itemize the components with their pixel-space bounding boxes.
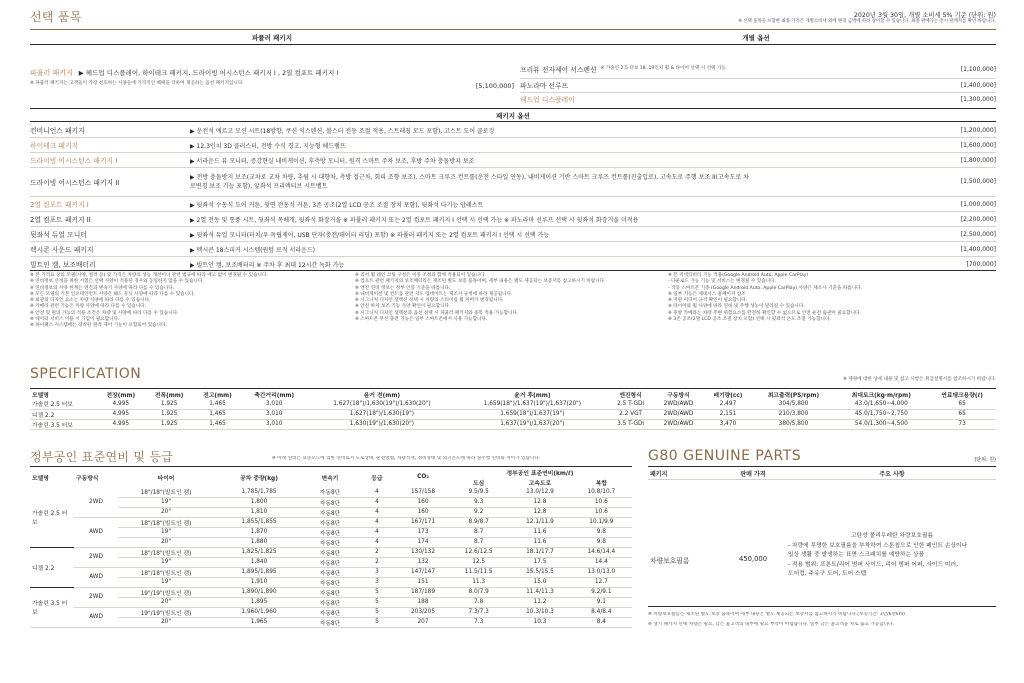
parts-title: G80 GENUINE PARTS bbox=[648, 448, 802, 464]
individual-item-name: 파노라마 선루프 bbox=[520, 82, 569, 90]
package-name: 2열 컴포트 패키지 I bbox=[30, 201, 89, 209]
header-sub-note: ※ 선택 품목을 포함한 최종 가격은 개별소비세 외에 변경 금액에 따라 상이할 수 있습니다. 최종 판매가는 전시 관계자를 확인 바랍니다. bbox=[738, 19, 996, 24]
spec-header-row: 모델명 전장(mm) 전폭(mm) 전고(mm) 축간거리(mm) 윤거 전(mm) 윤거 후(mm) 엔진형식 구동방식 배기량(cc) 최고출력(PS/rpm) 최대토크(kg·m/rpm) 연료탱크용량(ℓ) bbox=[32, 392, 983, 399]
fuel-row: 20" 1,880 자동8단 4 174 8.7 11.6 9.8 bbox=[30, 537, 632, 547]
fuel-subheader-row: 도심 고속도로 복합 bbox=[473, 480, 607, 487]
package-name: 드라이빙 어시스턴스 패키지 I bbox=[30, 157, 118, 165]
package-desc: ▶ 렉시콘 18스피커 시스템(퀀텀 로직 서라운드) bbox=[190, 246, 315, 254]
package-name: 빌트인 캠, 보조배터리 bbox=[30, 261, 96, 269]
packages-list bbox=[30, 122, 996, 270]
date-note: 2020년 3월 30일, 개별 소비세 5% 기준 (단위: 원) bbox=[853, 12, 996, 19]
package-name: 2열 컴포트 패키지 II bbox=[30, 216, 91, 224]
fuel-row: AWD 19"/19"(빌트인 캠) 1,960/1,960 자동8단 5 203/205 7.3/7.3 10.3/10.3 8.4/8.4 bbox=[30, 607, 632, 617]
individual-item-price: [1,400,000] bbox=[960, 81, 996, 89]
package-row bbox=[30, 212, 996, 226]
fuel-row: 19" 1,870 자동8단 4 173 8.7 11.6 9.8 bbox=[30, 527, 632, 537]
package-name: 하이테크 패키지 bbox=[30, 142, 79, 150]
package-price: [2,200,000] bbox=[960, 215, 996, 223]
parts-header-row: 패키지 판매 가격 주요 사항 bbox=[650, 470, 905, 478]
row-divider bbox=[30, 167, 996, 168]
package-desc: ▶ 서라운드 뷰 모니터, 증강현실 내비게이션, 후측방 모니터, 원격 스마트 주차 보조, 후방 주차 충돌방지 보조 bbox=[190, 157, 475, 165]
fuel-note: ※ 아래 연비는 표준모드에 의한 연비로서 도로상태, 운전방법, 차량적재, 정비상태 및 외기온도에 따라 실주행 연비와 차이가 있습니다. bbox=[272, 456, 541, 461]
individual-section-label: 개별 옵션 bbox=[742, 34, 770, 42]
parts-detail: 고탄성 폴리우레탄 차량보호필름 - 차량에 투명한 보호필름을 부착하여 스톤칩으로 인한 페인트 손상이나 일상 생활 중 발생하는 표면 스크래치를 예방하는 상품 - 적용 범위: 프론트/리어 범퍼 사이드, 리어 범퍼 어퍼, 사이드 미러, 도어컵, 주유구 도어, 도어 스텝 bbox=[788, 533, 968, 577]
individual-item bbox=[520, 62, 996, 76]
fuel-row: 가솔린 2.5 터보 2WD 18"/18"(빌트인 캠) 1,785/1,785 자동8단 4 157/158 9.5/9.5 13.0/12.9 10.8/10.7 bbox=[30, 487, 632, 497]
fuel-row: 가솔린 3.5 터보 2WD 19"/19"(빌트인 캠) 1,890/1,890 자동8단 5 187/189 8.0/7.9 11.4/11.3 9.2/9.1 bbox=[30, 587, 632, 597]
package-price: [700,000] bbox=[966, 260, 996, 268]
package-row bbox=[30, 153, 996, 167]
individual-item-name: 프리뷰 전자제어 서스펜션 bbox=[520, 66, 597, 74]
fuel-row: AWD 18"/18"(빌트인 캠) 1,855/1,855 자동8단 4 167/171 8.9/8.7 12.1/11.9 10.1/9.9 bbox=[30, 517, 632, 527]
package-name: 렉시콘 사운드 패키지 bbox=[30, 246, 94, 254]
flagship-name: 파퓰러 패키지 bbox=[30, 69, 73, 77]
fuel-title: 정부공인 표준연비 및 등급 bbox=[30, 450, 174, 464]
fuel-row: 디젤 2.2 2WD 18"/18"(빌트인 캠) 1,825/1,825 자동8단 2 130/132 12.6/12.5 18.1/17.7 14.6/14.4 bbox=[30, 547, 632, 557]
fuel-table bbox=[30, 467, 632, 628]
package-name: 드라이빙 어시스턴스 패키지 II bbox=[30, 179, 120, 187]
package-row bbox=[30, 123, 996, 137]
page-title: 선택 품목 bbox=[30, 10, 82, 24]
section-divider bbox=[30, 44, 996, 45]
individual-item bbox=[520, 92, 996, 106]
fuel-row: 19" 1,840 자동8단 2 132 12.5 17.5 14.4 bbox=[30, 557, 632, 567]
package-price: [1,200,000] bbox=[960, 126, 996, 134]
package-desc: ▶ 전방 충돌방지 보조(교차로 교차 차량, 추월 시 대향차, 측방 접근차, 회피 조향 보조), 스마트 크루즈 컨트롤(운전 스타일 연동), 내비게이션 기반 스마트 크루즈 컨트롤(진출입로), 고속도로 주행 보조 II(고속도로 차로변경 보조 기능 포함), 앞좌석 프리액티브 시트벨트 bbox=[190, 174, 749, 190]
spec-note: ※ 제원에 대한 상세 내용 및 참고 사항은 취급설명서를 참조하시기 바랍니다. bbox=[842, 377, 996, 382]
notes-col-2: ※ 리어 휠 레인 코팅 구성은 이중 조정과 함께 적용되어 있습니다. ※ 컴포트 관련 패키지의 보조배터리는 제조된 별도 보증 품목이며, 세부 내용은 별도 제공되는 보증서를 참고하시기 바랍니다. ※ 엔진 연비 정보는 정부 인증 기준을 따릅니다. ※ 내비게이션 및 컨트롤 관련 지도 업데이트는 제조사 규정에 따라 제공됩니다. ※ 시그니처 디자인 셀렉션 선택 시 차량의 스티어링 휠 커버가 변경됩니다. ※ 안전 하차 보조 기능 사양 확인이 필요합니다. ※ 시그니처 디자인 셀렉션과 옵션 선택 시 파퓰러 패키지와 중복 적용 가능합니다. ※ 스마트폰 무선 충전 기능은 일부 스마트폰에서 사용 가능합니다. bbox=[355, 273, 606, 323]
package-desc: ▶ 12.3인치 3D 클러스터, 전방 수식 경고, 지능형 헤드램프 bbox=[190, 142, 346, 150]
package-desc: ▶ 2열 전동 및 통풍 시트, 뒷좌석 목베개, 뒷좌석 화장거울 ※ 파퓰러 패키지 또는 2열 컴포트 패키지 I 선택 시 선택 가능 ※ 파노라마 선루프 선택 시 뒷좌석 화장거울 미적용 bbox=[190, 216, 639, 224]
package-price: [1,400,000] bbox=[960, 245, 996, 253]
fuel-header-row: 모델명 구동방식 타이어 공차 중량(kg) 변속기 등급 CO₂ 정부공인 표준연비(km/ℓ) bbox=[32, 470, 574, 482]
spec-row: 가솔린 3.5 터보 4,995 1,925 1,465 3,010 1,630(19")/1,630(20") 1,637(19")/1,637(20") 3.5 T-GDi 2WD/AWD 3,470 380/5,800 54.0/1,300~4,500 73 bbox=[30, 419, 996, 429]
spec-table bbox=[30, 389, 996, 430]
fuel-row: 20" 1,810 자동8단 4 160 9.2 12.8 10.6 bbox=[30, 507, 632, 517]
flagship-price: [5,100,000] bbox=[475, 82, 514, 90]
package-price: [1,000,000] bbox=[960, 200, 996, 208]
package-row bbox=[30, 257, 996, 271]
parts-unit: (단위: 원) bbox=[974, 457, 996, 463]
package-desc: ▶ 운전석 에르고 모션 시트(18방향, 쿠션 익스텐션, 볼스터 전동 조절 적용, 스트레칭 모드 포함), 고스트 도어 클로징 bbox=[190, 127, 495, 135]
package-row bbox=[30, 227, 996, 241]
package-desc: ▶ 빌트인 캠, 보조배터리 ※ 주차 후 최대 12시간 녹화 가능 bbox=[190, 261, 345, 269]
parts-notes: ※ 차량보호필름은 제조된 별도 보증 품목이며 세부 내용은 별도 제공되는 보증서를 참고하시기 바랍니다.(보증기간: 3년/6만km) ※ 생기 패키지 선택 차량은 필요, 남은 홈고객의 내부에 필요 부착이 어렵습니다. 일부 남은 홈고객을 차로 출고 가능합니다. bbox=[648, 612, 905, 628]
fuel-row: AWD 18"/18"(빌트인 캠) 1,895/1,895 자동8단 3 147/147 11.5/11.5 15.5/15.5 13.0/13.0 bbox=[30, 567, 632, 577]
individual-item-name: 헤드업 디스플레이 bbox=[520, 96, 575, 104]
package-price: [1,800,000] bbox=[960, 156, 996, 164]
package-price: [2,500,000] bbox=[960, 230, 996, 238]
individual-item bbox=[520, 78, 996, 92]
packages-section-label: 패키지 옵션 bbox=[496, 112, 530, 120]
notes-col-1: ※ 본 가격표 상의 모델(사양, 컬러 등) 및 가격은 차량의 성능 개선이나 관련 법규에 따라 예고 없이 변경될 수 있습니다. ※ 연비정보 산정을 위한 시험은 선택 사양이 적용된 경우와 동일하지 않을 수 있습니다. ※ 연비정보의 사양 한계는 엔진과 변속기 사양에 따라 다를 수 있습니다. ※ 모든 모델의 기본 인포테인먼트 사양은 헤드 유닛 사양에 따라 다를 수 있습니다. ※ 외관의 디자인 요소는 차량 사양에 따라 다를 수 있습니다. ※ 카메라 관련 기능은 차량 사양에 따라 다를 수 있습니다. ※ 안전 및 편의 기능의 적용 조건은 차량 및 사양에 따라 다를 수 있습니다. ※ 데이터 서비스 이용 시 가입이 필요합니다. ※ 하이패스 시스템에는 장착된 원격 제어 기능이 포함되어 있습니다. bbox=[30, 273, 268, 329]
flagship-note: ※ 파퓰러 패키지는 고객들이 가장 선호하는 사양들에 가격적인 혜택을 더하여 제공하는 옵션 패키지입니다. bbox=[30, 81, 244, 86]
package-desc: ▶ 뒷좌석 듀얼 모니터(터치/우 독립제어, USB 단자(충전/데이터 리딩) 포함) ※ 파퓰러 패키지 또는 2열 컴포트 패키지 I 선택 시 선택 가능 bbox=[190, 231, 550, 239]
parts-price: 450,000 bbox=[738, 555, 768, 563]
package-row bbox=[30, 138, 996, 152]
flagship-section-label: 파퓰러 패키지 bbox=[252, 34, 292, 42]
flagship-desc: ▶ 헤드업 디스플레이, 하이테크 패키지, 드라이빙 어시스턴스 패키지 I , 2열 컴포트 패키지 I bbox=[78, 69, 339, 77]
individual-item-price: [1,300,000] bbox=[960, 95, 996, 103]
flagship-block bbox=[30, 68, 514, 98]
header-divider bbox=[30, 29, 996, 30]
package-row bbox=[30, 197, 996, 211]
fuel-row: 19" 1,800 자동8단 4 160 9.3 12.8 10.6 bbox=[30, 497, 632, 507]
fuel-row: 20" 1,895 자동8단 5 188 7.8 11.2 9.1 bbox=[30, 597, 632, 607]
packages-bottom-divider bbox=[30, 270, 996, 271]
fuel-row: 20" 1,965 자동8단 5 207 7.3 10.3 8.4 bbox=[30, 617, 632, 627]
package-row bbox=[30, 169, 996, 195]
spec-title: SPECIFICATION bbox=[30, 366, 142, 382]
package-row bbox=[30, 242, 996, 256]
parts-name: 차량보호필름 bbox=[650, 557, 690, 565]
individual-item-price: [1,100,000] bbox=[960, 65, 996, 73]
packages-top-divider bbox=[30, 108, 996, 109]
spec-row: 가솔린 2.5 터보 4,995 1,925 1,465 3,010 1,627(18")/1,630(19")/1,630(20") 1,659(18")/1,637(19")/1,637(20") 2.5 T-GDi 2WD/AWD 2,497 304/5,800 43.0/1,650~4,000 65 bbox=[30, 399, 996, 409]
package-name: 뒷좌석 듀얼 모니터 bbox=[30, 231, 87, 239]
package-desc: ▶ 뒷좌석 수동식 도어 커튼, 뒷면 전동식 커튼, 3존 공조(2열 LCD 공조 조절 장치 포함), 뒷좌석 다기능 암레스트 bbox=[190, 201, 484, 209]
parts-table bbox=[648, 467, 996, 607]
package-price: [1,600,000] bbox=[960, 141, 996, 149]
notes-col-3: ※ 폰 커넥티비티 기능 적용(Google Android Auto, Apple CarPlay) - 다운로드 가능 기능 및 서비스는 변경될 수 있습니다. - 작동 스마트폰 기종 (Google Android Auto, Apple CarPlay) 사양은 제조사 기준을 따릅니다. ※ 일부 기능은 제네시스 홈페이지 참조 ※ 지원 미디어 규격 확인이 필요합니다. ※ 타이어와 휠 사양에 따라 연비 및 주행 성능이 달라질 수 있습니다. ※ 후방 카메라는 차량 주변 위험요소를 완전히 확인할 수 없으므로 안전 운전 습관이 필요합니다. ※ 3존 공조(2열 LCD 공조 조절 장치 포함) 선택 시 뒷좌석 온도 조절 가능합니다. bbox=[668, 273, 863, 323]
individual-item-desc: ※ 가솔린 2.5 터보 18, 19인치 휠 & 타이어 선택 시 선택 가능 bbox=[600, 65, 726, 71]
parts-row bbox=[648, 480, 996, 607]
package-price: [1,500,000] bbox=[960, 178, 996, 185]
individual-list bbox=[520, 48, 996, 108]
spec-row: 디젤 2.2 4,995 1,925 1,465 3,010 1,627(18")/1,630(19") 1,659(18")/1,637(19") 2.2 VGT 2WD/AWD 2,151 210/3,800 45.0/1,750~2,750 65 bbox=[30, 409, 996, 419]
fuel-row: 19" 1,910 자동8단 3 151 11.3 15.0 12.7 bbox=[30, 577, 632, 587]
package-name: 컨비니언스 패키지 bbox=[30, 127, 85, 135]
